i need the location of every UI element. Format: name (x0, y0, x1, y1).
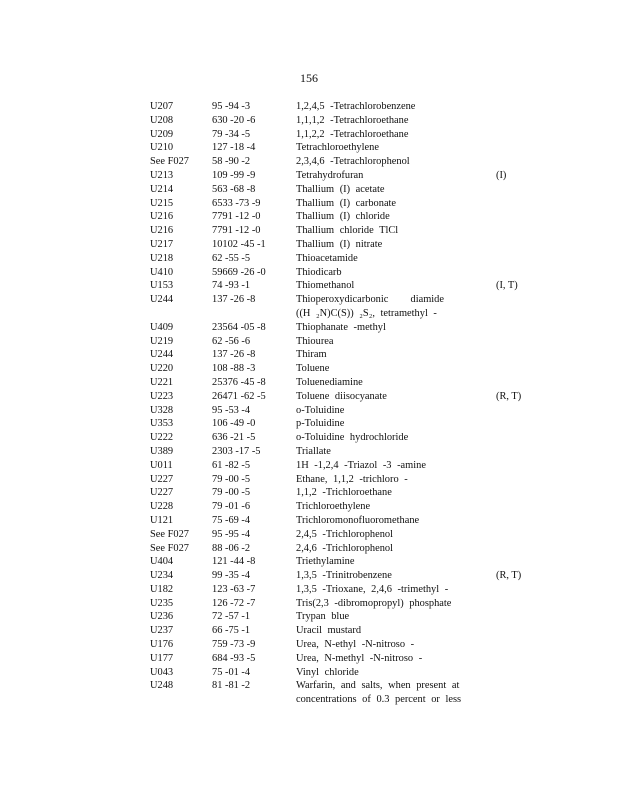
cas-number: 759 -73 -9 (212, 639, 256, 651)
table-row (150, 183, 530, 197)
cas-number: 62 -56 -6 (212, 335, 251, 347)
table-row (150, 666, 530, 680)
waste-code: U221 (150, 376, 174, 388)
substance-name (296, 624, 444, 638)
substance-name (296, 528, 444, 542)
table-row (150, 293, 530, 321)
waste-code: U177 (150, 652, 174, 664)
cas-number: 121 -44 -8 (212, 556, 256, 568)
substance-name-line: Tris(2,3 -dibromopropyl) phosphate (296, 597, 452, 609)
hazard-code: (I, T) (496, 280, 518, 292)
cas-number: 95 -94 -3 (212, 101, 251, 112)
substance-name-line: o-Toluidine (296, 404, 345, 416)
waste-code: U409 (150, 321, 174, 333)
table-row (150, 169, 530, 183)
substance-name-line: Urea, N-methyl -N-nitroso - (296, 652, 423, 664)
substance-name (296, 404, 444, 418)
substance-name (296, 100, 444, 114)
waste-code: U227 (150, 487, 174, 499)
cas-number: 74 -93 -1 (212, 280, 251, 292)
substance-name-line: Warfarin, and salts, when present at (296, 680, 460, 692)
substance-name (296, 210, 444, 224)
cas-number: 684 -93 -5 (212, 652, 256, 664)
waste-code: U176 (150, 639, 174, 651)
cas-number: 66 -75 -1 (212, 625, 251, 637)
table-row (150, 528, 530, 542)
substance-name (296, 321, 444, 335)
cas-number: 81 -81 -2 (212, 680, 251, 692)
table-row (150, 583, 530, 597)
waste-code: U214 (150, 183, 174, 195)
table-row (150, 238, 530, 252)
waste-code: U217 (150, 238, 174, 250)
waste-code: U182 (150, 583, 174, 595)
waste-code: U227 (150, 473, 174, 485)
table-row (150, 348, 530, 362)
waste-code: U389 (150, 445, 174, 457)
cas-number: 636 -21 -5 (212, 432, 256, 444)
waste-code: U153 (150, 280, 174, 292)
cas-number: 95 -95 -4 (212, 528, 251, 540)
hazard-code: (R, T) (496, 390, 522, 402)
cas-number: 123 -63 -7 (212, 583, 256, 595)
cas-number: 79 -00 -5 (212, 473, 251, 485)
substance-name (296, 128, 444, 142)
substance-name (296, 197, 444, 211)
waste-code: U353 (150, 418, 174, 430)
table-row (150, 679, 530, 707)
waste-code: U219 (150, 335, 174, 347)
substance-name (296, 486, 444, 500)
cas-number: 108 -88 -3 (212, 363, 256, 375)
waste-code: U220 (150, 363, 174, 375)
cas-number: 75 -69 -4 (212, 514, 251, 526)
table-row (150, 542, 530, 556)
cas-number: 126 -72 -7 (212, 597, 256, 609)
cas-number: 79 -34 -5 (212, 128, 251, 140)
substance-name-line: 1,2,4,5 -Tetrachlorobenzene (296, 101, 416, 112)
substance-name-line: Thiram (296, 349, 327, 361)
substance-name (296, 114, 444, 128)
waste-code: U236 (150, 611, 174, 623)
waste-code: See F027 (150, 542, 189, 554)
substance-name-line: Thiourea (296, 335, 334, 347)
waste-code: U228 (150, 501, 174, 513)
substance-name (296, 183, 444, 197)
substance-name (296, 279, 444, 293)
substance-name (296, 473, 444, 487)
waste-code: U328 (150, 404, 174, 416)
cas-number: 109 -99 -9 (212, 169, 256, 181)
table-row (150, 417, 530, 431)
substance-name (296, 252, 444, 266)
substance-name-line: 1,3,5 -Trinitrobenzene (296, 570, 392, 582)
substance-name (296, 141, 444, 155)
table-row (150, 155, 530, 169)
waste-code: U011 (150, 459, 173, 471)
cas-number: 62 -55 -5 (212, 252, 251, 264)
table-row (150, 473, 530, 487)
substance-name (296, 238, 444, 252)
hazard-code: (R, T) (496, 570, 522, 582)
substance-name-line: 1,3,5 -Trioxane, 2,4,6 -trimethyl - (296, 583, 449, 595)
waste-code: See F027 (150, 156, 189, 168)
cas-number: 106 -49 -0 (212, 418, 256, 430)
substance-name-line: Urea, N-ethyl -N-nitroso - (296, 639, 415, 651)
table-row (150, 335, 530, 349)
cas-number: 75 -01 -4 (212, 666, 251, 678)
cas-number: 26471 -62 -5 (212, 390, 266, 402)
hazardous-waste-table (150, 100, 530, 707)
substance-name (296, 169, 444, 183)
table-row (150, 431, 530, 445)
waste-code: U244 (150, 294, 174, 306)
substance-name (296, 266, 444, 280)
substance-name (296, 610, 444, 624)
substance-name (296, 542, 444, 556)
substance-name-line: 1,1,1,2 -Tetrachloroethane (296, 114, 409, 126)
substance-name (296, 390, 444, 404)
waste-code: U209 (150, 128, 174, 140)
cas-number: 88 -06 -2 (212, 542, 251, 554)
waste-code: U218 (150, 252, 174, 264)
substance-name-line: Thallium chloride TlCl (296, 225, 399, 237)
substance-name (296, 417, 444, 431)
table-row (150, 569, 530, 583)
waste-code: U244 (150, 349, 174, 361)
cas-number: 72 -57 -1 (212, 611, 251, 623)
substance-name (296, 459, 444, 473)
substance-name (296, 597, 452, 611)
cas-number: 79 -01 -6 (212, 501, 251, 513)
substance-name-line: Thiophanate -methyl (296, 321, 386, 333)
table-row (150, 638, 530, 652)
substance-name-line: Toluenediamine (296, 376, 363, 388)
substance-name-line: Thiomethanol (296, 280, 355, 292)
cas-number: 127 -18 -4 (212, 142, 256, 154)
substance-name (296, 348, 444, 362)
cas-number: 6533 -73 -9 (212, 197, 261, 209)
substance-name (296, 638, 444, 652)
cas-number: 630 -20 -6 (212, 114, 256, 126)
substance-name-line: Ethane, 1,1,2 -trichloro - (296, 473, 408, 485)
table-row (150, 555, 530, 569)
substance-name-line: 2,4,6 -Trichlorophenol (296, 542, 393, 554)
table-row (150, 210, 530, 224)
table-row (150, 624, 530, 638)
table-row (150, 114, 530, 128)
waste-code: U410 (150, 266, 174, 278)
substance-name (296, 569, 444, 583)
cas-number: 7791 -12 -0 (212, 211, 261, 223)
cas-number: 563 -68 -8 (212, 183, 256, 195)
table-row (150, 390, 530, 404)
waste-code: U215 (150, 197, 174, 209)
substance-name-line: Trichloromonofluoromethane (296, 514, 420, 526)
hazard-code: (I) (496, 169, 507, 181)
substance-name (296, 376, 444, 390)
waste-code: U237 (150, 625, 174, 637)
substance-name (296, 293, 444, 321)
substance-name-line: Triethylamine (296, 556, 355, 568)
cas-number: 25376 -45 -8 (212, 376, 266, 388)
waste-code: U235 (150, 597, 174, 609)
substance-name-line: ((H ₂N)C(S)) ₂S₂, tetramethyl - (296, 307, 437, 319)
table-row (150, 376, 530, 390)
substance-name-line: Thioperoxydicarbonic diamide (296, 294, 444, 306)
cas-number: 2303 -17 -5 (212, 445, 261, 457)
substance-name (296, 335, 444, 349)
substance-name (296, 445, 444, 459)
table-row (150, 100, 530, 114)
substance-name-line: 1,1,2,2 -Tetrachloroethane (296, 128, 409, 140)
page-number: 156 (300, 71, 318, 85)
substance-name-line: Thallium (I) nitrate (296, 238, 383, 250)
substance-name (296, 679, 462, 707)
waste-code: U216 (150, 225, 174, 237)
substance-name-line: Thallium (I) carbonate (296, 197, 397, 209)
table-row (150, 610, 530, 624)
substance-name-line: 2,3,4,6 -Tetrachlorophenol (296, 156, 410, 168)
table-row (150, 362, 530, 376)
substance-name (296, 555, 444, 569)
substance-name-line: Triallate (296, 445, 331, 457)
table-row (150, 141, 530, 155)
table-row (150, 459, 530, 473)
substance-name (296, 224, 444, 238)
table-row (150, 445, 530, 459)
cas-number: 95 -53 -4 (212, 404, 251, 416)
cas-number: 137 -26 -8 (212, 349, 256, 361)
table-row (150, 514, 530, 528)
waste-code: See F027 (150, 528, 189, 540)
cas-number: 137 -26 -8 (212, 294, 256, 306)
substance-name-line: Toluene (296, 363, 330, 375)
substance-name (296, 431, 444, 445)
table-row (150, 652, 530, 666)
substance-name-line: Thallium (I) acetate (296, 183, 385, 195)
substance-name-line: Trypan blue (296, 611, 350, 623)
substance-name-line: Thiodicarb (296, 266, 342, 278)
waste-code: U208 (150, 114, 174, 126)
waste-code: U223 (150, 390, 174, 402)
cas-number: 58 -90 -2 (212, 156, 251, 168)
table-row (150, 321, 530, 335)
substance-name (296, 155, 444, 169)
waste-code: U234 (150, 570, 174, 582)
substance-name-line: Uracil mustard (296, 625, 362, 637)
substance-name-line: Thioacetamide (296, 252, 358, 264)
substance-name-line: Tetrachloroethylene (296, 142, 379, 154)
waste-code: U210 (150, 142, 174, 154)
table-row (150, 279, 530, 293)
substance-name (296, 583, 449, 597)
substance-name-line: Thallium (I) chloride (296, 211, 390, 223)
cas-number: 7791 -12 -0 (212, 225, 261, 237)
cas-number: 61 -82 -5 (212, 459, 251, 471)
cas-number: 23564 -05 -8 (212, 321, 266, 333)
table-row (150, 224, 530, 238)
table-row (150, 597, 530, 611)
waste-code: U248 (150, 680, 174, 692)
substance-name-line: concentrations of 0.3 percent or less (296, 694, 462, 706)
substance-name-line: Tetrahydrofuran (296, 169, 364, 181)
table-row (150, 266, 530, 280)
waste-code: U404 (150, 556, 174, 568)
substance-name (296, 500, 444, 514)
waste-code: U216 (150, 211, 174, 223)
cas-number: 99 -35 -4 (212, 570, 251, 582)
substance-name-line: 1H -1,2,4 -Triazol -3 -amine (296, 459, 426, 471)
substance-name-line: Toluene diisocyanate (296, 390, 387, 402)
waste-code: U222 (150, 432, 174, 444)
substance-name (296, 666, 444, 680)
table-row (150, 404, 530, 418)
table-row (150, 128, 530, 142)
cas-number: 79 -00 -5 (212, 487, 251, 499)
substance-name (296, 514, 444, 528)
waste-code: U207 (150, 101, 174, 112)
substance-name-line: o-Toluidine hydrochloride (296, 432, 409, 444)
substance-name-line: 1,1,2 -Trichloroethane (296, 487, 392, 499)
table-row (150, 252, 530, 266)
table-row (150, 486, 530, 500)
table-row (150, 197, 530, 211)
substance-name-line: Vinyl chloride (296, 666, 359, 678)
waste-code: U121 (150, 514, 174, 526)
substance-name-line: Trichloroethylene (296, 501, 371, 513)
substance-name-line: 2,4,5 -Trichlorophenol (296, 528, 393, 540)
substance-name (296, 362, 444, 376)
substance-name-line: p-Toluidine (296, 418, 345, 430)
cas-number: 59669 -26 -0 (212, 266, 266, 278)
cas-number: 10102 -45 -1 (212, 238, 266, 250)
waste-code: U043 (150, 666, 174, 678)
table-row (150, 500, 530, 514)
substance-name (296, 652, 444, 666)
waste-code: U213 (150, 169, 174, 181)
